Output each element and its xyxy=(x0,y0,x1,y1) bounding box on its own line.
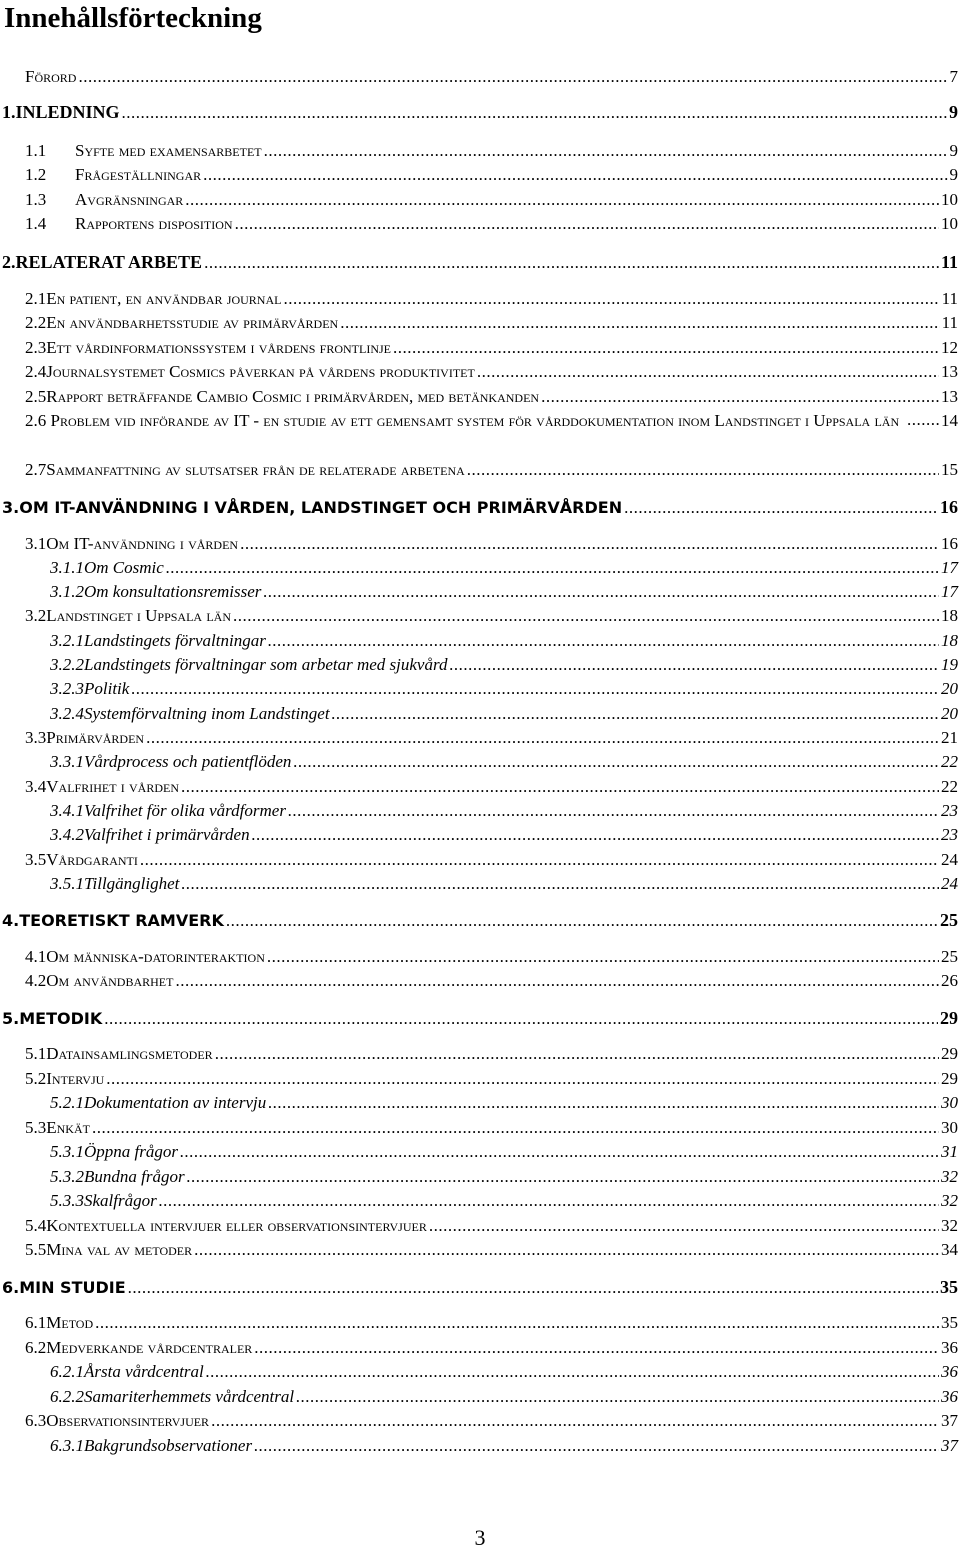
toc-entry-title: Landstingets förvaltningar som arbetar med sjukvård xyxy=(84,655,448,674)
toc-entry-title: RELATERAT ARBETE xyxy=(15,252,203,272)
toc-dot-leader xyxy=(268,1092,939,1114)
toc-dot-leader xyxy=(92,1117,939,1139)
toc-entry-page: 11 xyxy=(940,252,958,272)
toc-entry[interactable] xyxy=(50,1092,958,1114)
toc-entry-label xyxy=(2,497,622,519)
toc-entry-number: 5. xyxy=(2,1009,20,1028)
toc-entry[interactable] xyxy=(50,1166,958,1188)
toc-entry-page: 12 xyxy=(941,338,958,357)
toc-entry[interactable] xyxy=(50,1386,958,1408)
toc-entry-title: Om IT-användning i vården xyxy=(46,534,239,553)
toc-entry-title: Landstingets förvaltningar xyxy=(84,631,266,650)
toc-entry-label xyxy=(50,557,164,579)
toc-entry-title: Bakgrundsobservationer xyxy=(84,1436,253,1455)
toc-entry-title: Rapport beträffande Cambio Cosmic i primärvården, med betänkanden xyxy=(46,387,540,406)
toc-entry-page: 14 xyxy=(941,411,958,430)
toc-entry-page: 21 xyxy=(941,728,958,747)
toc-entry-number: 2.7 xyxy=(25,460,47,479)
toc-entry-title: Journalsystemet Cosmics påverkan på vårdens produktivitet xyxy=(46,362,475,381)
toc-entry-title: Skalfrågor xyxy=(84,1191,157,1210)
toc-dot-leader xyxy=(263,581,939,603)
toc-entry-page: 31 xyxy=(941,1142,958,1161)
toc-entry-page: 25 xyxy=(940,910,958,930)
toc-entry[interactable] xyxy=(25,1239,958,1261)
toc-entry-label xyxy=(50,1141,178,1163)
toc-entry-title: Systemförvaltning inom Landstinget xyxy=(84,704,330,723)
toc-entry-title: Om användbarhet xyxy=(46,971,174,990)
toc-entry-number: 3.1 xyxy=(25,534,47,553)
toc-dot-leader xyxy=(283,288,939,310)
toc-entry-number: 6.3.1 xyxy=(50,1436,84,1455)
page-title: Innehållsförteckning xyxy=(4,2,262,34)
toc-entry-label xyxy=(50,1386,294,1408)
toc-entry[interactable] xyxy=(25,1337,958,1359)
toc-entry-title: Valfrihet för olika vårdformer xyxy=(84,801,286,820)
toc-entry-title: Om människa-datorinteraktion xyxy=(46,947,265,966)
toc-dot-leader xyxy=(187,1166,939,1188)
toc-entry-label xyxy=(2,1008,102,1030)
toc-entry-number: 6.3 xyxy=(25,1411,47,1430)
toc-entry-number: 2. xyxy=(2,252,16,272)
toc-entry-title: Vårdgaranti xyxy=(46,850,138,869)
toc-entry-label xyxy=(25,312,338,334)
toc-entry-title: Landstinget i Uppsala län xyxy=(46,606,231,625)
toc-entry-page: 17 xyxy=(941,558,958,577)
toc-entry-page: 34 xyxy=(941,1240,958,1259)
toc-entry-page: 29 xyxy=(940,1008,958,1028)
toc-entry[interactable] xyxy=(25,1312,958,1334)
toc-entry-number: 1.2 xyxy=(25,165,47,184)
toc-entry-title: Syfte med examensarbetet xyxy=(75,141,262,160)
toc-entry-label xyxy=(25,410,905,432)
toc-entry-page: 35 xyxy=(940,1277,958,1297)
toc-dot-leader xyxy=(393,337,939,359)
toc-dot-leader xyxy=(95,1312,939,1334)
toc-entry-number: 1. xyxy=(2,102,16,122)
toc-entry-label xyxy=(25,776,179,798)
toc-dot-leader xyxy=(106,1068,939,1090)
toc-entry-title: INLEDNING xyxy=(15,102,120,122)
toc-entry-page: 17 xyxy=(941,582,958,601)
toc-entry[interactable] xyxy=(50,1141,958,1163)
toc-entry[interactable] xyxy=(50,1190,958,1212)
toc-entry-label xyxy=(25,1239,192,1261)
toc-dot-leader xyxy=(181,776,939,798)
toc-dot-leader xyxy=(206,1361,939,1383)
toc-entry-title: Valfrihet i vården xyxy=(46,777,180,796)
toc-dot-leader xyxy=(235,213,939,235)
toc-entry-number: 1.4 xyxy=(25,214,47,233)
toc-dot-leader xyxy=(180,1141,939,1163)
toc-entry-number: 3.4.2 xyxy=(50,825,84,844)
toc-entry-number: 2.4 xyxy=(25,362,47,381)
toc-entry-label xyxy=(25,459,465,481)
toc-entry-label xyxy=(25,164,201,186)
toc-dot-leader xyxy=(293,751,939,773)
toc-entry[interactable] xyxy=(25,312,958,334)
toc-entry[interactable] xyxy=(25,1215,958,1237)
toc-entry-title: Kontextuella intervjuer eller observationsintervjuer xyxy=(46,1216,427,1235)
toc-entry-number: 6.1 xyxy=(25,1313,47,1332)
toc-entry-label xyxy=(25,337,391,359)
toc-entry-title: Förord xyxy=(25,67,77,86)
toc-entry-title: Om Cosmic xyxy=(84,558,164,577)
toc-entry[interactable] xyxy=(50,751,958,773)
toc-entry-title: MIN STUDIE xyxy=(19,1278,126,1297)
toc-entry-page: 19 xyxy=(941,655,958,674)
toc-entry-label xyxy=(50,751,291,773)
toc-dot-leader xyxy=(264,140,948,162)
toc-entry-page: 35 xyxy=(941,1313,958,1332)
toc-dot-leader xyxy=(252,824,939,846)
toc-entry-title: Vårdprocess och patientflöden xyxy=(84,752,292,771)
toc-entry-number: 3.2.1 xyxy=(50,631,84,650)
toc-entry-number: 3.1.2 xyxy=(50,582,84,601)
toc-dot-leader xyxy=(140,849,939,871)
toc-entry-page: 23 xyxy=(941,825,958,844)
toc-entry-number: 2.5 xyxy=(25,387,47,406)
toc-entry-label xyxy=(25,970,173,992)
toc-entry-label xyxy=(50,1092,266,1114)
toc-entry-page: 9 xyxy=(949,165,958,184)
toc-entry-label xyxy=(25,605,231,627)
toc-entry-title: Intervju xyxy=(46,1069,105,1088)
toc-entry-label xyxy=(50,800,286,822)
toc-entry-label xyxy=(2,910,224,932)
toc-entry[interactable] xyxy=(2,251,958,273)
toc-dot-leader xyxy=(332,703,939,725)
toc-entry-label xyxy=(50,630,266,652)
toc-entry[interactable] xyxy=(50,581,958,603)
toc-entry-number: 5.1 xyxy=(25,1044,47,1063)
toc-entry[interactable] xyxy=(25,1117,958,1139)
toc-dot-leader xyxy=(240,533,939,555)
toc-entry-number: 5.4 xyxy=(25,1216,47,1235)
toc-dot-leader xyxy=(185,189,939,211)
toc-entry-label xyxy=(25,1337,252,1359)
toc-entry-page: 13 xyxy=(941,362,958,381)
toc-entry[interactable] xyxy=(2,1276,958,1298)
toc-entry[interactable] xyxy=(25,1410,958,1432)
toc-entry-label xyxy=(50,1190,157,1212)
toc-entry-page: 32 xyxy=(941,1167,958,1186)
toc-entry-label xyxy=(50,1166,185,1188)
toc-entry-label xyxy=(50,824,250,846)
toc-entry-page: 29 xyxy=(941,1069,958,1088)
toc-entry-label xyxy=(25,140,262,162)
toc-dot-leader xyxy=(254,1337,939,1359)
toc-entry-title: Öppna frågor xyxy=(84,1142,178,1161)
toc-entry-page: 26 xyxy=(941,971,958,990)
toc-dot-leader xyxy=(194,1239,939,1261)
toc-dot-leader xyxy=(624,497,938,519)
toc-dot-leader xyxy=(477,361,939,383)
toc-entry[interactable] xyxy=(50,1361,958,1383)
toc-dot-leader xyxy=(131,678,939,700)
toc-entry-label xyxy=(25,849,138,871)
toc-entry-number: 3.2 xyxy=(25,606,47,625)
toc-entry-label xyxy=(25,66,76,88)
toc-entry-label xyxy=(50,873,179,895)
toc-entry-number: 3.2.2 xyxy=(50,655,84,674)
toc-entry-page: 30 xyxy=(941,1118,958,1137)
toc-entry-title: Politik xyxy=(84,679,130,698)
toc-dot-leader xyxy=(907,409,939,431)
toc-entry[interactable] xyxy=(2,1007,958,1029)
toc-dot-leader xyxy=(122,102,947,124)
toc-entry-page: 7 xyxy=(949,67,958,86)
toc-entry-number: 1.3 xyxy=(25,190,47,209)
toc-entry-number: 1.1 xyxy=(25,141,47,160)
toc-entry-title: Medverkande vårdcentraler xyxy=(46,1338,253,1357)
toc-dot-leader xyxy=(175,970,939,992)
toc-entry-page: 22 xyxy=(941,777,958,796)
toc-entry-page: 18 xyxy=(941,631,958,650)
toc-entry-title: Rapportens disposition xyxy=(75,214,233,233)
toc-entry[interactable] xyxy=(25,533,958,555)
toc-entry[interactable] xyxy=(25,970,958,992)
toc-entry-page: 29 xyxy=(941,1044,958,1063)
toc-entry-label xyxy=(25,727,144,749)
toc-entry[interactable] xyxy=(50,824,958,846)
toc-entry[interactable] xyxy=(25,164,958,186)
toc-entry-title: TEORETISKT RAMVERK xyxy=(19,911,224,930)
toc-dot-leader xyxy=(233,605,939,627)
toc-entry-title: Bundna frågor xyxy=(84,1167,185,1186)
toc-entry-title: Om konsultationsremisser xyxy=(84,582,262,601)
toc-entry[interactable] xyxy=(25,388,958,432)
toc-entry-title: Mina val av metoder xyxy=(46,1240,193,1259)
toc-entry-title: Enkät xyxy=(46,1118,90,1137)
toc-entry-title: Avgränsningar xyxy=(75,190,184,209)
toc-entry-page: 24 xyxy=(941,850,958,869)
toc-entry-number: 6.2 xyxy=(25,1338,47,1357)
toc-dot-leader xyxy=(128,1277,938,1299)
toc-entry-title: Observationsintervjuer xyxy=(46,1411,210,1430)
toc-dot-leader xyxy=(226,910,938,932)
toc-entry-number: 5.3.2 xyxy=(50,1167,84,1186)
toc-entry-label xyxy=(2,1277,126,1299)
toc-entry-title: Metod xyxy=(46,1313,94,1332)
toc-entry[interactable] xyxy=(50,703,958,725)
toc-entry-page: 15 xyxy=(941,460,958,479)
toc-entry[interactable] xyxy=(50,873,958,895)
toc-entry[interactable] xyxy=(25,727,958,749)
toc-entry-page: 18 xyxy=(941,606,958,625)
toc-entry-number: 3.2.3 xyxy=(50,679,84,698)
toc-entry-page: 9 xyxy=(949,141,958,160)
toc-entry-page: 16 xyxy=(940,497,958,517)
toc-dot-leader xyxy=(181,873,939,895)
toc-dot-leader xyxy=(268,630,939,652)
toc-dot-leader xyxy=(296,1386,939,1408)
toc-dot-leader xyxy=(78,66,947,88)
toc-entry-number: 3.4 xyxy=(25,777,47,796)
toc-entry-title: Dokumentation av intervju xyxy=(84,1093,267,1112)
toc-entry[interactable] xyxy=(50,800,958,822)
toc-entry-label xyxy=(25,1215,427,1237)
toc-entry[interactable] xyxy=(2,496,958,518)
toc-entry-label xyxy=(25,1117,90,1139)
toc-entry-title: Frågeställningar xyxy=(75,165,202,184)
toc-entry-label xyxy=(2,251,202,273)
toc-entry-label xyxy=(25,288,281,310)
toc-entry-number: 3.1.1 xyxy=(50,558,84,577)
toc-entry[interactable] xyxy=(25,213,958,235)
toc-entry-title: METODIK xyxy=(19,1009,103,1028)
toc-entry-label xyxy=(25,1043,213,1065)
toc-entry[interactable] xyxy=(25,946,958,968)
toc-entry-page: 10 xyxy=(941,190,958,209)
toc-entry[interactable] xyxy=(25,776,958,798)
toc-entry-title: Sammanfattning av slutsatser från de relaterade arbetena xyxy=(46,460,465,479)
toc-entry[interactable] xyxy=(25,1068,958,1090)
toc-entry[interactable] xyxy=(25,361,958,383)
toc-entry-title: Primärvården xyxy=(46,728,145,747)
toc-entry-number: 3.5.1 xyxy=(50,874,84,893)
toc-entry-title: Datainsamlingsmetoder xyxy=(46,1044,213,1063)
toc-entry-page: 32 xyxy=(941,1191,958,1210)
toc-entry-number: 6. xyxy=(2,1278,20,1297)
toc-dot-leader xyxy=(449,654,939,676)
toc-entry[interactable] xyxy=(25,189,958,211)
toc-dot-leader xyxy=(215,1043,939,1065)
toc-dot-leader xyxy=(211,1410,939,1432)
toc-entry-page: 11 xyxy=(941,313,958,332)
toc-entry-page: 20 xyxy=(941,704,958,723)
toc-dot-leader xyxy=(254,1435,939,1457)
toc-entry[interactable] xyxy=(25,140,958,162)
toc-dot-leader xyxy=(288,800,939,822)
toc-entry-page: 36 xyxy=(941,1387,958,1406)
toc-entry-title: OM IT-ANVÄNDNING I VÅRDEN, LANDSTINGET OCH PRIMÄRVÅRDEN xyxy=(19,498,623,517)
toc-entry-label xyxy=(25,533,238,555)
toc-entry-title: Problem vid införande av IT - en studie av ett gemensamt system för vårddokumentation inom Landstinget i Uppsala län xyxy=(50,411,900,430)
toc-entry-page: 36 xyxy=(941,1338,958,1357)
toc-entry[interactable] xyxy=(50,678,958,700)
toc-entry-number: 5.2.1 xyxy=(50,1093,84,1112)
toc-dot-leader xyxy=(146,727,939,749)
toc-dot-leader xyxy=(340,312,939,334)
toc-entry-page: 13 xyxy=(941,387,958,406)
toc-dot-leader xyxy=(204,252,939,274)
toc-entry[interactable] xyxy=(50,557,958,579)
toc-entry-label xyxy=(25,1312,93,1334)
toc-entry-title: Tillgänglighet xyxy=(84,874,180,893)
toc-entry-number: 3.3.1 xyxy=(50,752,84,771)
toc-entry-title: En patient, en användbar journal xyxy=(46,289,282,308)
toc-entry-page: 23 xyxy=(941,801,958,820)
page-number: 3 xyxy=(474,1525,486,1550)
toc-entry-title: Årsta vårdcentral xyxy=(84,1362,204,1381)
toc-entry-number: 3.2.4 xyxy=(50,704,84,723)
toc-entry-page: 36 xyxy=(941,1362,958,1381)
toc-entry-page: 32 xyxy=(941,1216,958,1235)
toc-entry-number: 4. xyxy=(2,911,20,930)
toc-entry[interactable] xyxy=(2,909,958,931)
toc-entry-label xyxy=(2,101,120,123)
toc-entry-title: Ett vårdinformationssystem i vårdens frontlinje xyxy=(46,338,391,357)
toc-entry-number: 2.6 xyxy=(25,411,47,430)
toc-entry-number: 2.1 xyxy=(25,289,47,308)
toc-entry-title: Samariterhemmets vårdcentral xyxy=(84,1387,295,1406)
toc-entry-number: 6.2.2 xyxy=(50,1387,84,1406)
toc-dot-leader xyxy=(467,459,939,481)
toc-dot-leader xyxy=(203,164,947,186)
toc-entry-number: 3.3 xyxy=(25,728,47,747)
toc-entry-page: 30 xyxy=(941,1093,958,1112)
toc-entry-page: 10 xyxy=(941,214,958,233)
toc-entry-page: 16 xyxy=(941,534,958,553)
toc-entry-number: 3.5 xyxy=(25,850,47,869)
toc-entry-title: Valfrihet i primärvården xyxy=(84,825,250,844)
toc-entry[interactable] xyxy=(50,1435,958,1457)
toc-entry-label xyxy=(50,581,261,603)
toc-entry[interactable] xyxy=(25,288,958,310)
toc-entry[interactable] xyxy=(25,66,958,88)
toc-entry-number: 5.3 xyxy=(25,1118,47,1137)
toc-entry-label xyxy=(50,678,129,700)
toc-entry[interactable] xyxy=(25,459,958,481)
toc-entry-number: 6.2.1 xyxy=(50,1362,84,1381)
toc-entry-page: 37 xyxy=(941,1436,958,1455)
toc-entry-number: 2.2 xyxy=(25,313,47,332)
toc-entry[interactable] xyxy=(25,1043,958,1065)
toc-entry-label xyxy=(50,1361,204,1383)
toc-dot-leader xyxy=(104,1008,938,1030)
toc-entry-label xyxy=(25,946,265,968)
toc-entry-page: 22 xyxy=(941,752,958,771)
toc-entry-number: 5.3.3 xyxy=(50,1191,84,1210)
toc-entry-number: 2.3 xyxy=(25,338,47,357)
toc-entry[interactable] xyxy=(50,654,958,676)
toc-entry-number: 5.5 xyxy=(25,1240,47,1259)
toc-entry-page: 25 xyxy=(941,947,958,966)
toc-entry-label xyxy=(50,654,447,676)
toc-entry-number: 3. xyxy=(2,498,20,517)
toc-entry[interactable] xyxy=(25,849,958,871)
toc-dot-leader xyxy=(267,946,939,968)
toc-entry[interactable] xyxy=(25,605,958,627)
toc-entry-page: 11 xyxy=(941,289,958,308)
toc-entry-number: 5.2 xyxy=(25,1069,47,1088)
toc-entry-label xyxy=(25,189,183,211)
toc-dot-leader xyxy=(429,1215,939,1237)
toc-entry-page: 9 xyxy=(949,102,958,122)
toc-entry-label xyxy=(25,1068,104,1090)
toc-entry-number: 4.1 xyxy=(25,947,47,966)
toc-entry[interactable] xyxy=(50,630,958,652)
toc-dot-leader xyxy=(159,1190,939,1212)
toc-entry-number: 4.2 xyxy=(25,971,47,990)
toc-entry-number: 5.3.1 xyxy=(50,1142,84,1161)
toc-entry-page: 20 xyxy=(941,679,958,698)
toc-entry-label xyxy=(25,1410,209,1432)
toc-entry-label xyxy=(50,1435,252,1457)
toc-entry-label xyxy=(25,361,475,383)
toc-entry-page: 37 xyxy=(941,1411,958,1430)
toc-entry-label xyxy=(25,213,233,235)
toc-entry[interactable] xyxy=(2,101,958,123)
toc-entry-title: En användbarhetsstudie av primärvården xyxy=(46,313,339,332)
toc-dot-leader xyxy=(166,557,939,579)
toc-entry-page: 24 xyxy=(941,874,958,893)
toc-entry[interactable] xyxy=(25,337,958,359)
toc-entry-label xyxy=(50,703,330,725)
toc-entry-number: 3.4.1 xyxy=(50,801,84,820)
